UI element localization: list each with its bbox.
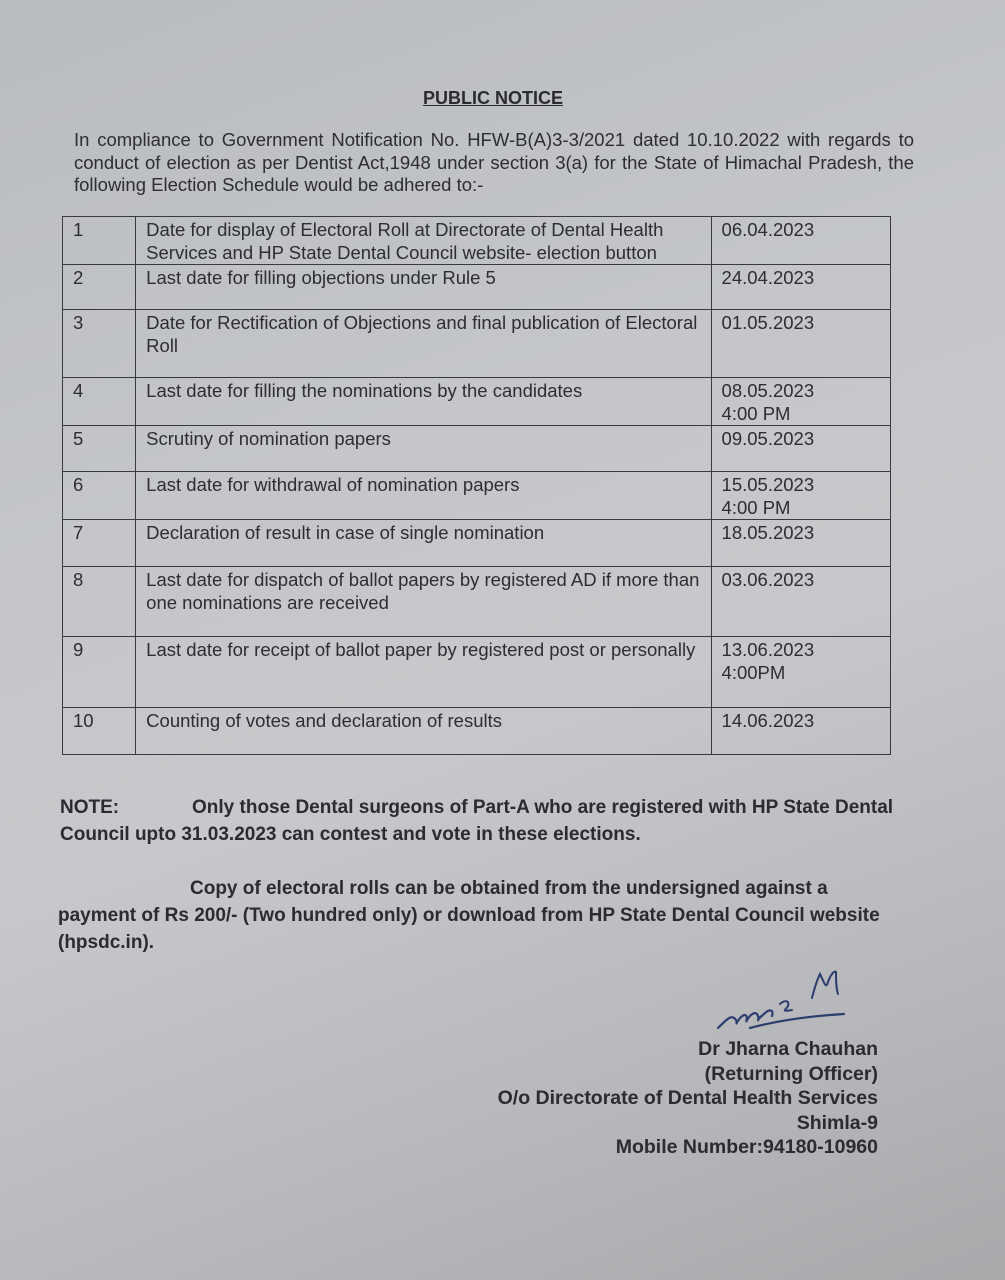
row-time: 4:00PM [721,661,786,683]
row-date: 14.06.2023 [721,710,815,731]
row-date-cell [711,217,890,265]
row-date: 03.06.2023 [721,569,815,590]
row-date: 13.06.2023 [721,639,815,660]
schedule-row [63,426,891,472]
row-time: 4:00 PM [721,496,791,518]
row-date: 01.05.2023 [721,312,815,333]
note-text: Only those Dental surgeons of Part-A who are registered with HP State Dental Council upto 31.03.2023 can contest and vote in these elections. [60,797,894,845]
row-date: 08.05.2023 [721,380,815,401]
row-event: Date for Rectification of Objections and final publication of Electoral Roll [136,310,711,378]
note-label: NOTE: [60,797,120,818]
row-number: 10 [63,708,136,755]
election-schedule-table [62,216,891,755]
row-number: 7 [63,520,136,567]
signatory-designation: (Returning Officer) [704,1062,878,1085]
row-date-cell [711,520,890,567]
note-paragraph [60,794,900,848]
row-date: 09.05.2023 [721,428,815,449]
row-event: Declaration of result in case of single nomination [136,520,711,567]
row-date-cell [711,378,890,426]
schedule-row [63,567,891,637]
row-event: Last date for receipt of ballot paper by registered post or personally [136,637,711,708]
row-number: 8 [63,567,136,637]
row-event: Counting of votes and declaration of results [136,708,711,755]
row-event: Last date for dispatch of ballot papers by registered AD if more than one nominations are received [136,567,711,637]
row-date-cell [711,265,890,310]
schedule-row [63,472,891,520]
schedule-row [63,378,891,426]
row-event: Last date for filling the nominations by the candidates [136,378,711,426]
row-time: 4:00 PM [721,402,791,424]
signatory-place: Shimla-9 [796,1111,878,1134]
row-number: 4 [63,378,136,426]
row-date-cell [711,426,890,472]
row-event: Last date for withdrawal of nomination papers [136,472,711,520]
row-number: 2 [63,265,136,310]
row-date: 15.05.2023 [721,474,815,495]
row-number: 6 [63,472,136,520]
schedule-row [63,310,891,378]
row-event: Scrutiny of nomination papers [136,426,711,472]
row-date-cell [711,708,890,755]
row-date: 24.04.2023 [721,267,815,288]
signatory-block [498,1037,878,1160]
signatory-mobile: Mobile Number:94180-10960 [615,1136,878,1158]
row-number: 9 [63,637,136,708]
schedule-row [63,708,891,755]
schedule-row [63,520,891,567]
signature-icon [710,960,860,1040]
row-event: Last date for filling objections under Rule 5 [136,265,711,310]
row-date-cell [711,637,890,708]
intro-paragraph: In compliance to Government Notification No. HFW-B(A)3-3/2021 dated 10.10.2022 with regards to conduct of election as per Dentist Act,1948 under section 3(a) for the State of Himachal Pradesh, the following Election Schedule would be adhered to:- [74,129,914,195]
row-number: 1 [63,217,136,265]
row-date-cell [711,567,890,637]
signatory-office: O/o Directorate of Dental Health Services [497,1087,878,1109]
row-date-cell [711,472,890,520]
schedule-row [63,637,891,708]
schedule-row [63,265,891,310]
row-event: Date for display of Electoral Roll at Directorate of Dental Health Services and HP State Dental Council website- election button [136,217,711,265]
row-number: 3 [63,310,136,378]
page-title: PUBLIC NOTICE [422,88,563,108]
row-date: 06.04.2023 [721,219,815,240]
row-date-cell [711,310,890,378]
copy-paragraph: Copy of electoral rolls can be obtained from the undersigned against a payment of Rs 200/- (Two hundred only) or download from HP State Dental Council website (hpsdc.in). [58,878,880,953]
row-number: 5 [63,426,136,472]
schedule-row [63,217,891,265]
row-date: 18.05.2023 [721,522,815,543]
signatory-name: Dr Jharna Chauhan [698,1038,878,1060]
